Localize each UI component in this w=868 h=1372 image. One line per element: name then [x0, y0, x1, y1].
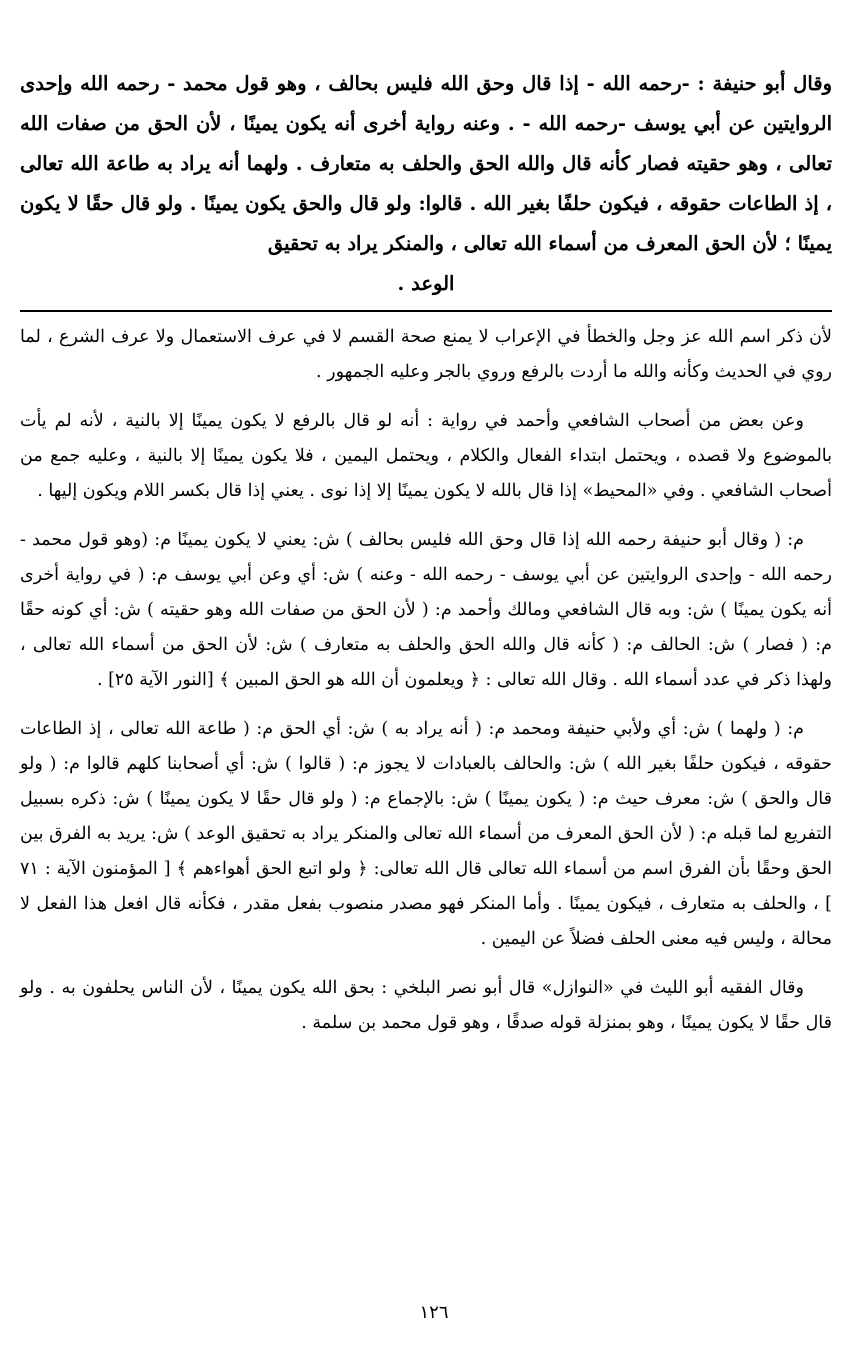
- main-text-last-line: الوعد .: [397, 272, 455, 295]
- commentary-paragraph: وقال الفقيه أبو الليث في «النوازل» قال أبو نصر البلخي : بحق الله يكون يمينًا ، لأن الناس يحلفون به . ولو قال حقًا لا يكون يمينًا ، وهو بمنزلة قوله صدقًا ، وهو قول محمد بن سلمة .: [20, 978, 832, 1033]
- commentary-paragraph: لأن ذكر اسم الله عز وجل والخطأ في الإعراب لا يمنع صحة القسم لا في عرف الاستعمال ولا عرف الشرع ، لما روي في الحديث وكأنه والله ما أردت بالرفع وروي بالجر وعليه الجمهور .: [20, 327, 832, 382]
- commentary-block: [20, 320, 832, 1041]
- page-body: [20, 64, 832, 1055]
- page-number: ١٢٦: [419, 1302, 449, 1323]
- commentary-paragraph: م: ( وقال أبو حنيفة رحمه الله إذا قال وحق الله فليس بحالف ) ش: يعني لا يكون يمينًا م: (وهو قول محمد - رحمه الله - وإحدى الروايتين عن أبي يوسف - رحمه الله - وعنه ) ش: أي وعن أبي يوسف م: ( في رواية أخرى أنه يكون يمينًا ) ش: وبه قال الشافعي ومالك وأحمد م: ( لأن الحق من صفات الله وهو حقيته ) ش: أي كونه حقًا م: ( فصار ) ش: الحالف م: ( كأنه قال والله الحق والحلف به متعارف ) ش: لأن الحق من أسماء الله تعالى ، ولهذا ذكر في عدد أسماء الله . وقال الله تعالى : ﴿ ويعلمون أن الله هو الحق المبين ﴾ [النور الآية ٢٥] .: [20, 530, 832, 690]
- commentary-paragraph: م: ( ولهما ) ش: أي ولأبي حنيفة ومحمد م: ( أنه يراد به ) ش: أي الحق م: ( طاعة الله تعالى ، إذ الطاعات حقوقه ، فيكون حلفًا بغير الله ) ش: والحالف بالعبادات لا يجوز م: ( قالوا ) ش: أي أصحابنا كلهم قالوا م: ( ولو قال والحق ) ش: معرف حيث م: ( يكون يمينًا ) ش: بالإجماع م: ( ولو قال حقًا لا يكون يمينًا ) ش: ذكره بسبيل التفريع لما قبله م: ( لأن الحق المعرف من أسماء الله تعالى والمنكر يراد به تحقيق الوعد ) ش: يريد به الفرق بين الحق وحقًا بأن الفرق اسم من أسماء الله تعالى قال الله تعالى: ﴿ ولو اتبع الحق أهواءهم ﴾ [ المؤمنون الآية : ٧١ ] ، والحلف به متعارف ، فيكون يمينًا . وأما المنكر فهو مصدر منصوب بفعل مقدر ، فكأنه قال افعل هذا الفعل لا محالة ، وليس فيه معنى الحلف فضلاً عن اليمين .: [20, 719, 832, 949]
- commentary-paragraph: وعن بعض من أصحاب الشافعي وأحمد في رواية : أنه لو قال بالرفع لا يكون يمينًا إلا بالنية ، لأنه لم يأت بالموضوع ولا قصده ، ويحتمل ابتداء الفعال والكلام ، ويحتمل اليمين ، فلا يكون يمينًا إلا بالنية ، وعليه جمع من أصحاب الشافعي . وفي «المحيط» إذا قال بالله لا يكون يمينًا إلا إذا نوى . يعني إذا قال بكسر اللام ويكون إليها .: [20, 411, 832, 501]
- commentary-divider: [20, 310, 832, 312]
- main-text-paragraph: وقال أبو حنيفة : -رحمه الله - إذا قال وحق الله فليس بحالف ، وهو قول محمد - رحمه الله وإحدى الروايتين عن أبي يوسف -رحمه الله - . وعنه رواية أخرى أنه يكون يمينًا ، لأن الحق من صفات الله تعالى ، وهو حقيته فصار كأنه قال والله الحق والحلف به متعارف . ولهما أنه يراد به طاعة الله تعالى ، إذ الطاعات حقوقه ، فيكون حلفًا بغير الله . قالوا: ولو قال والحق يكون يمينًا . ولو قال حقًا لا يكون يمينًا ؛ لأن الحق المعرف من أسماء الله تعالى ، والمنكر يراد به تحقيق: [20, 72, 832, 255]
- main-text-block: [20, 64, 832, 304]
